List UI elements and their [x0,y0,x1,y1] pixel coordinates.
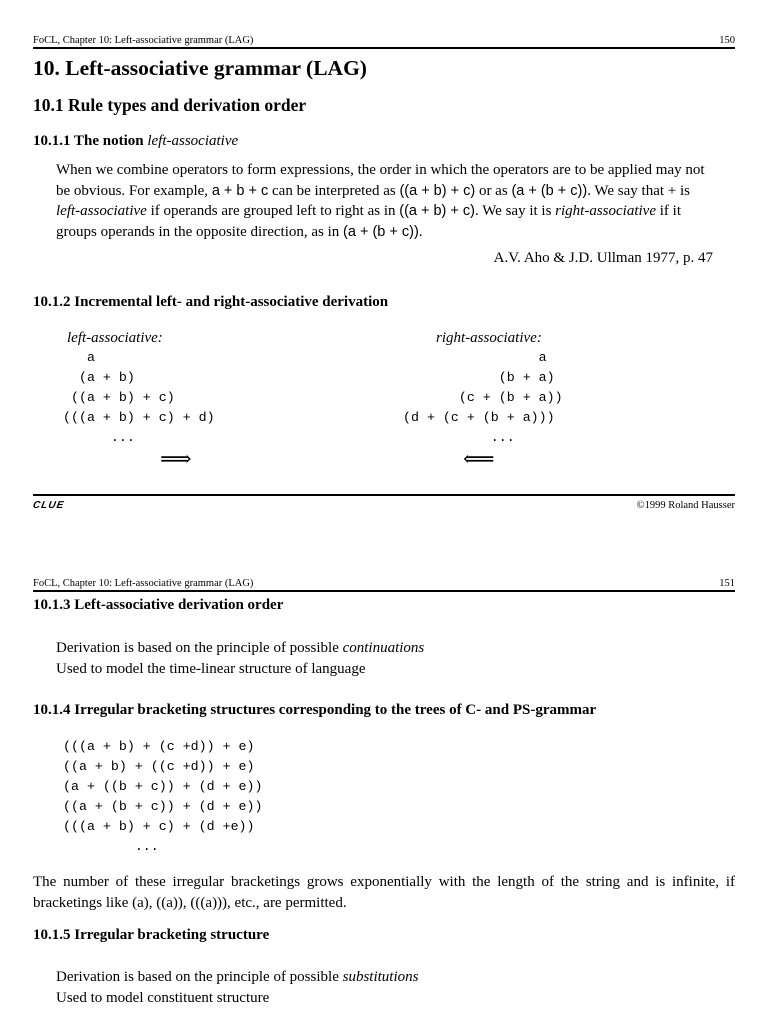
left-arrow-icon: ⟸ [463,446,495,471]
quote-expression: (a + (b + c)) [511,182,588,199]
page-header [33,578,735,592]
subsection-title-prefix: 10.1.1 The notion [33,133,144,149]
irregular-bracketings: (((a + b) + (c +d)) + e) ((a + b) + ((c +d)) + e) (a + ((b + c)) + (d + e)) ((a + (b + c)) + (d + e)) (((a + b) + c) + (d +e)) ... [63,739,263,854]
quote-expression: ((a + b) + c) [399,203,475,219]
subsection-title-10-1-1 [33,133,238,150]
quote-text: or as [478,182,508,199]
subsection-title-10-1-3: 10.1.3 Left-associative derivation order [33,597,284,613]
chapter-title: 10. Left-associative grammar (LAG) [33,56,367,80]
italic-term: substitutions [342,969,419,985]
right-arrow-icon: ⟹ [160,446,192,471]
quote-italic-term: left-associative [56,203,147,219]
continuations-line [56,638,424,659]
quote-italic-term: right-associative [555,203,656,219]
italic-term: continuations [342,640,425,656]
left-associative-derivation: a (a + b) ((a + b) + c) (((a + b) + c) + d) ... [63,350,215,445]
header-chapter: FoCL, Chapter 10: Left-associative grammar (LAG) [33,35,254,46]
quote-text: if operands are grouped left to right as in [150,203,396,219]
aho-ullman-quote [56,160,716,242]
citation: A.V. Aho & J.D. Ullman 1977, p. 47 [493,250,713,266]
body-text: Derivation is based on the principle of possible [56,969,339,985]
quote-text: When we combine operators to form expressions, the order in which the operators are to be applied may not be obvious. For example, [56,162,705,199]
page-151 [33,578,735,592]
clue-logo: CLUE [32,500,66,511]
subsection-title-10-1-4: 10.1.4 Irregular bracketing structures corresponding to the trees of C- and PS-grammar [33,702,597,718]
quote-text: can be interpreted as [272,182,396,199]
quote-text: . [418,223,423,240]
page-header [33,35,735,49]
page-150-footer [33,494,735,511]
constituent-line: Used to model constituent structure [56,990,270,1006]
header-chapter: FoCL, Chapter 10: Left-associative grammar (LAG) [33,578,254,589]
subsection-title-10-1-2: 10.1.2 Incremental left- and right-associative derivation [33,294,389,310]
body-text: Derivation is based on the principle of possible [56,640,339,656]
left-associative-label: left-associative: [67,330,163,346]
copyright: ©1999 Roland Hausser [636,500,735,511]
quote-expression: ((a + b) + c) [399,182,476,199]
quote-text: if it groups operands in the opposite direction, as in [56,203,681,240]
growth-paragraph: The number of these irregular bracketings grows exponentially with the length of the string and is infinite, if bracketings like (a), ((a)), (((a))), etc., are permitted. [33,874,735,911]
quote-expression: a + b + c [211,182,269,199]
subsection-title-italic: left-associative [147,133,239,149]
subsection-title-10-1-5: 10.1.5 Irregular bracketing structure [33,927,270,943]
right-associative-derivation: a (b + a) (c + (b + a)) (d + (c + (b + a))) ... [403,350,563,445]
quote-text: . We say that + is [587,182,690,199]
section-title: 10.1 Rule types and derivation order [33,95,307,115]
page-150 [33,35,735,49]
header-page-number: 150 [719,35,735,46]
quote-text: . We say it is [474,203,552,219]
substitutions-line [56,967,418,988]
quote-expression: (a + (b + c)) [343,223,419,240]
right-associative-label: right-associative: [436,330,542,346]
header-page-number: 151 [719,578,735,589]
time-linear-line: Used to model the time-linear structure of language [56,661,366,677]
